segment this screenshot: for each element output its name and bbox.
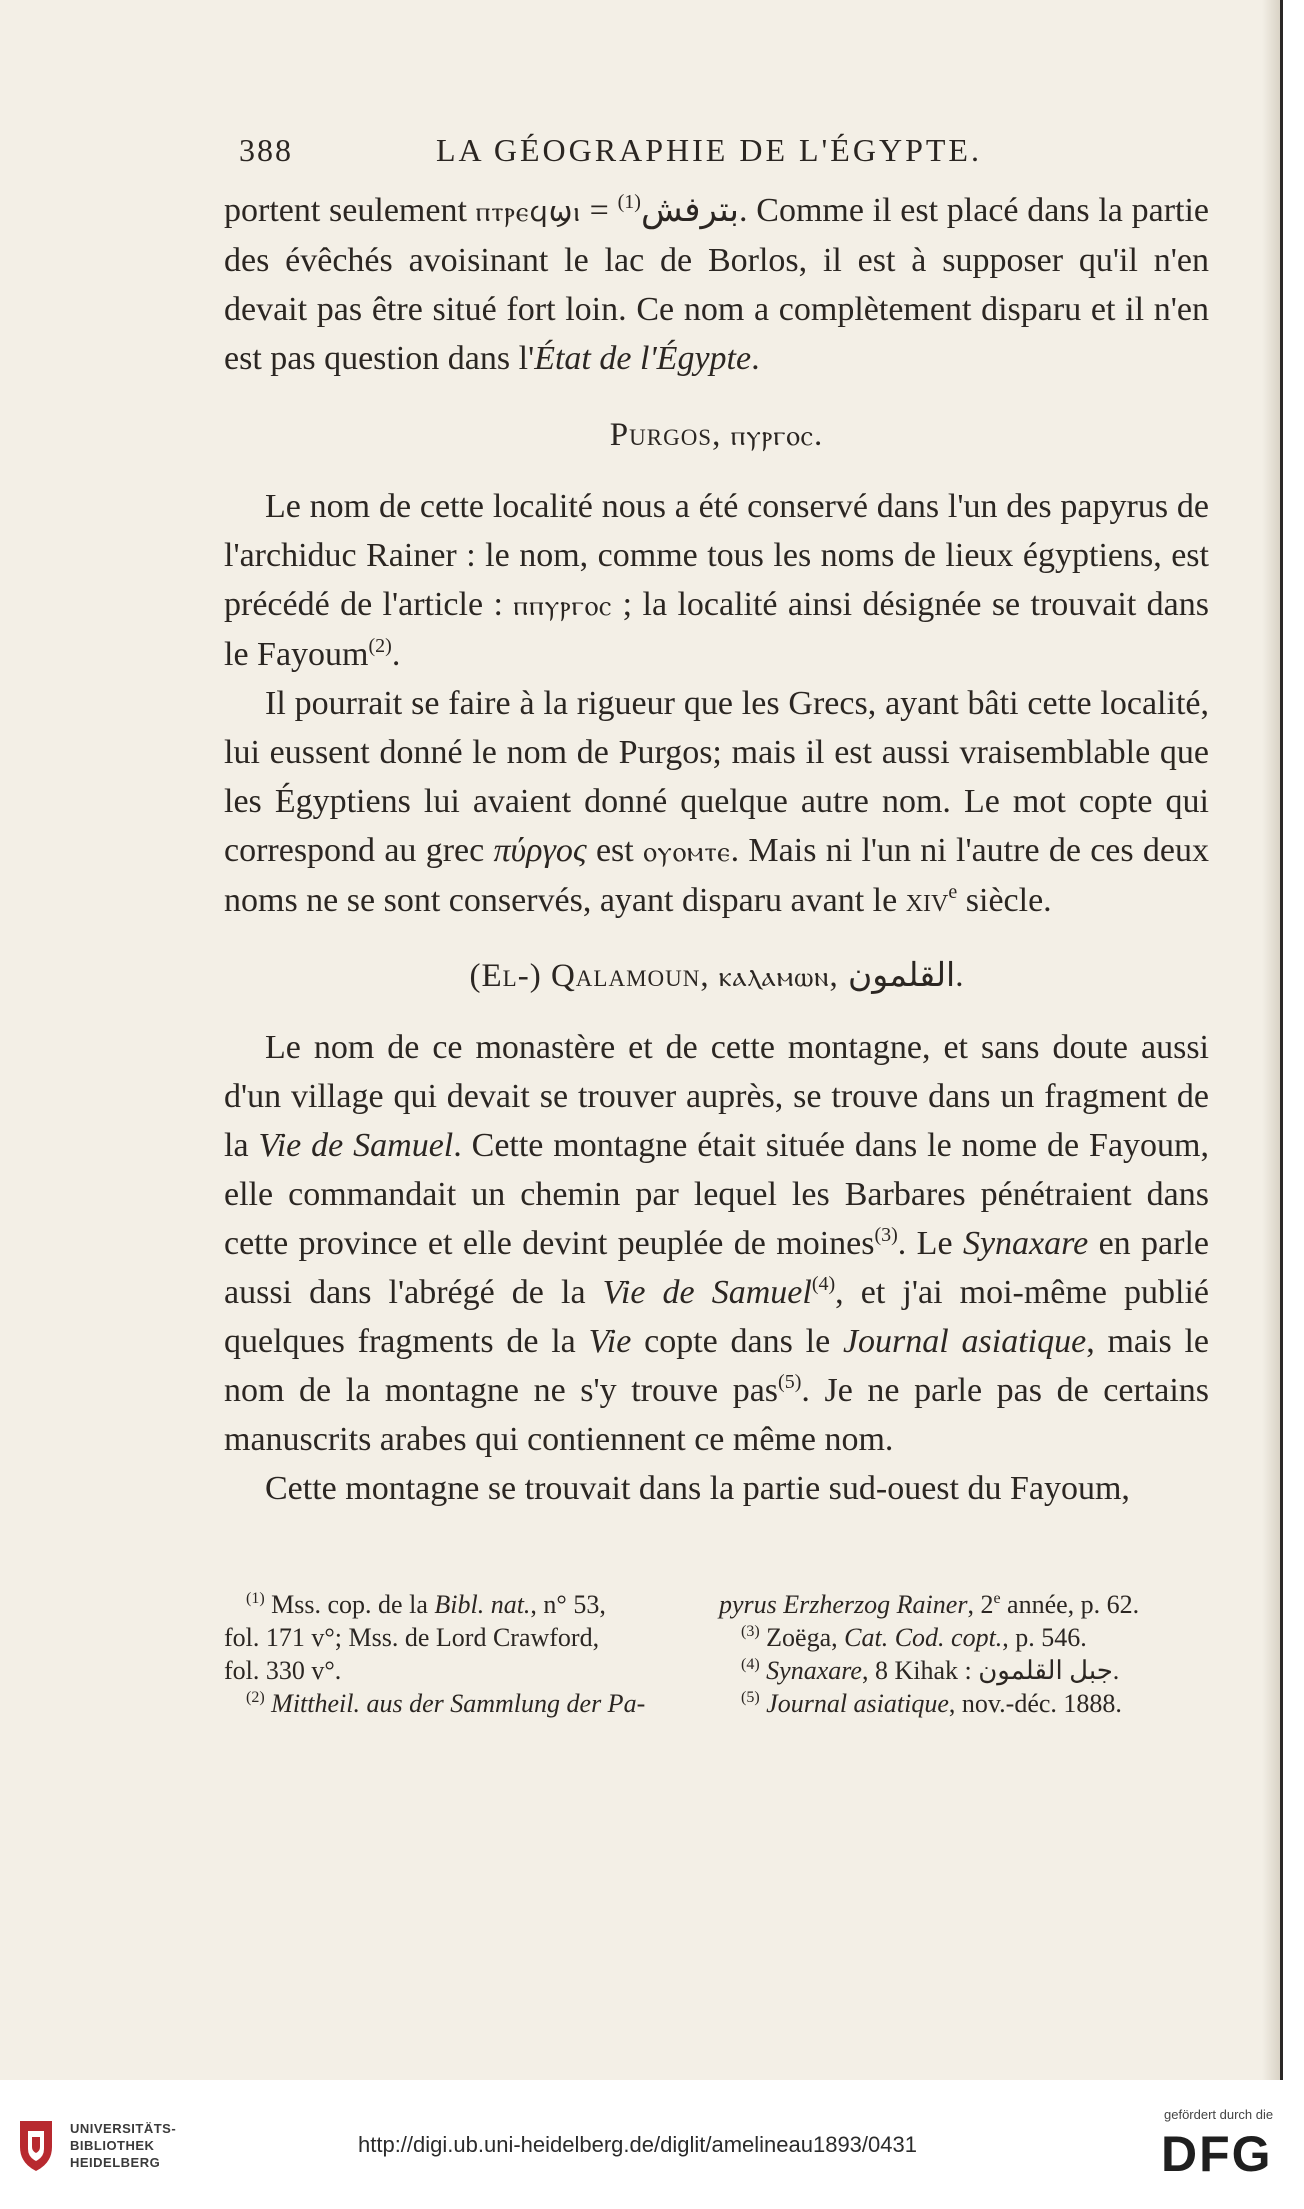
source-url-link[interactable]: http://digi.ub.uni-heidelberg.de/diglit/amelineau1893/0431	[358, 2132, 917, 2157]
footnote-3: $^{(3)}$ Zoëga, Cat. Cod. copt., p. 546.	[741, 1623, 1087, 1652]
paragraph: Le nom de ce monastère et de cette montagne, et sans doute aussi d'un village qui devait se trouver auprès, se trouve dans un fragment de la Vie de Samuel. Cette montagne était située dans le nome de Fayoum, elle commandait un chemin par lequel les Barbares pénétraient dans cette province et elle devint peuplée de moines$^{(3)}$. Le Synaxare en parle aussi dans l'abrégé de la Vie de Samuel$^{(4)}$, et j'ai moi-même publié quelques fragments de la Vie copte dans le Journal asiatique, mais le nom de la montagne ne s'y trouve pas$^{(5)}$. Je ne parle pas de certains manuscrits arabes qui contiennent ce même nom.	[224, 1029, 1210, 1458]
footnote-ref: (4)	[811, 1273, 836, 1295]
paragraph: Il pourrait se faire à la rigueur que les Grecs, ayant bâti cette localité, lui eussent donné le nom de Purgos; mais il est aussi vraisemblable que les Égyptiens lui avaient donné quelque autre nom. Le mot copte qui correspond au grec πύργος est ⲟⲩⲟⲙⲧⲉ. Mais ni l'un ni l'autre de ces deux noms ne se sont conservés, ayant disparu avant le xiv$^e$ siècle.	[224, 685, 1209, 919]
footnote-2-continued: pyrus Erzherzog Rainer, 2e année, p. 62.	[719, 1590, 1140, 1619]
footnote-ref: (5)	[778, 1371, 802, 1393]
footnote-1-line-3: fol. 330 v°.	[224, 1656, 342, 1685]
institution-name: UNIVERSITÄTS- BIBLIOTHEK HEIDELBERG	[70, 2121, 177, 2170]
section-heading-qalamoun: (El-) Qalamoun, ⲕⲁⲗⲁⲙⲱⲛ, القلمون.	[469, 958, 964, 994]
footnote-1: $^{(1)}$ Mss. cop. de la Bibl. nat., n° 53,	[246, 1590, 606, 1619]
footnote-2: $^{(2)}$ Mittheil. aus der Sammlung der Pa-	[246, 1689, 646, 1718]
footnote-4: $^{(4)}$ Synaxare, 8 Kihak : جبل القلمون.	[741, 1656, 1120, 1685]
coptic-word: ⲡⲧⲣⲉϥϣⲓ	[475, 195, 581, 228]
footnote-ref: (3)	[874, 1224, 898, 1246]
footnote-ref: (2)	[368, 635, 392, 657]
footnote-1-line-2: fol. 171 v°; Mss. de Lord Crawford,	[224, 1623, 600, 1652]
dfg-logo: DFG	[1161, 2126, 1273, 2182]
viewer-footer	[0, 2080, 1304, 2209]
footnote-ref: (1)	[617, 191, 641, 213]
footnote-5: $^{(5)}$ Journal asiatique, nov.-déc. 1888.	[741, 1689, 1122, 1718]
footnotes-left-column	[224, 1588, 664, 1720]
main-text	[224, 186, 1209, 1513]
page-edge-shadow	[1262, 0, 1280, 2080]
footnotes-right-column	[719, 1588, 1209, 1720]
paragraph: Cette montagne se trouvait dans la partie sud-ouest du Fayoum,	[265, 1470, 1130, 1507]
sponsor-caption: gefördert durch die	[1164, 2107, 1274, 2122]
running-title: LA GÉOGRAPHIE DE L'ÉGYPTE.	[436, 132, 982, 168]
intro-paragraph: portent seulement ⲡⲧⲣⲉϥϣⲓ = بترفش$^{(1)}$ . Comme il est placé dans la partie des évêchés avoisinant le lac de Borlos, il est à supposer qu'il n'en devait pas être situé fort loin. Ce nom a complètement disparu et il n'en est pas question dans l'État de l'Égypte.	[224, 191, 1209, 377]
section-heading-purgos: Purgos, ⲡⲩⲣⲅⲟⲥ.	[609, 417, 824, 453]
coptic-word: ⲟⲩⲟⲙⲧⲉ	[643, 835, 731, 868]
paragraph: Le nom de cette localité nous a été conservé dans l'un des papyrus de l'archiduc Rainer : le nom, comme tous les noms de lieux égyptiens, est précédé de l'article : ⲡⲡⲩⲣⲅⲟⲥ ; la localité ainsi désignée se trouvait dans le Fayoum$^{(2)}$.	[224, 488, 1209, 673]
coptic-word: ⲡⲡⲩⲣⲅⲟⲥ	[513, 589, 613, 622]
page-number: 388	[239, 132, 293, 168]
university-seal-icon	[14, 2117, 58, 2173]
greek-word: πύργος	[493, 832, 587, 869]
arabic-word: بترفش	[640, 192, 740, 229]
